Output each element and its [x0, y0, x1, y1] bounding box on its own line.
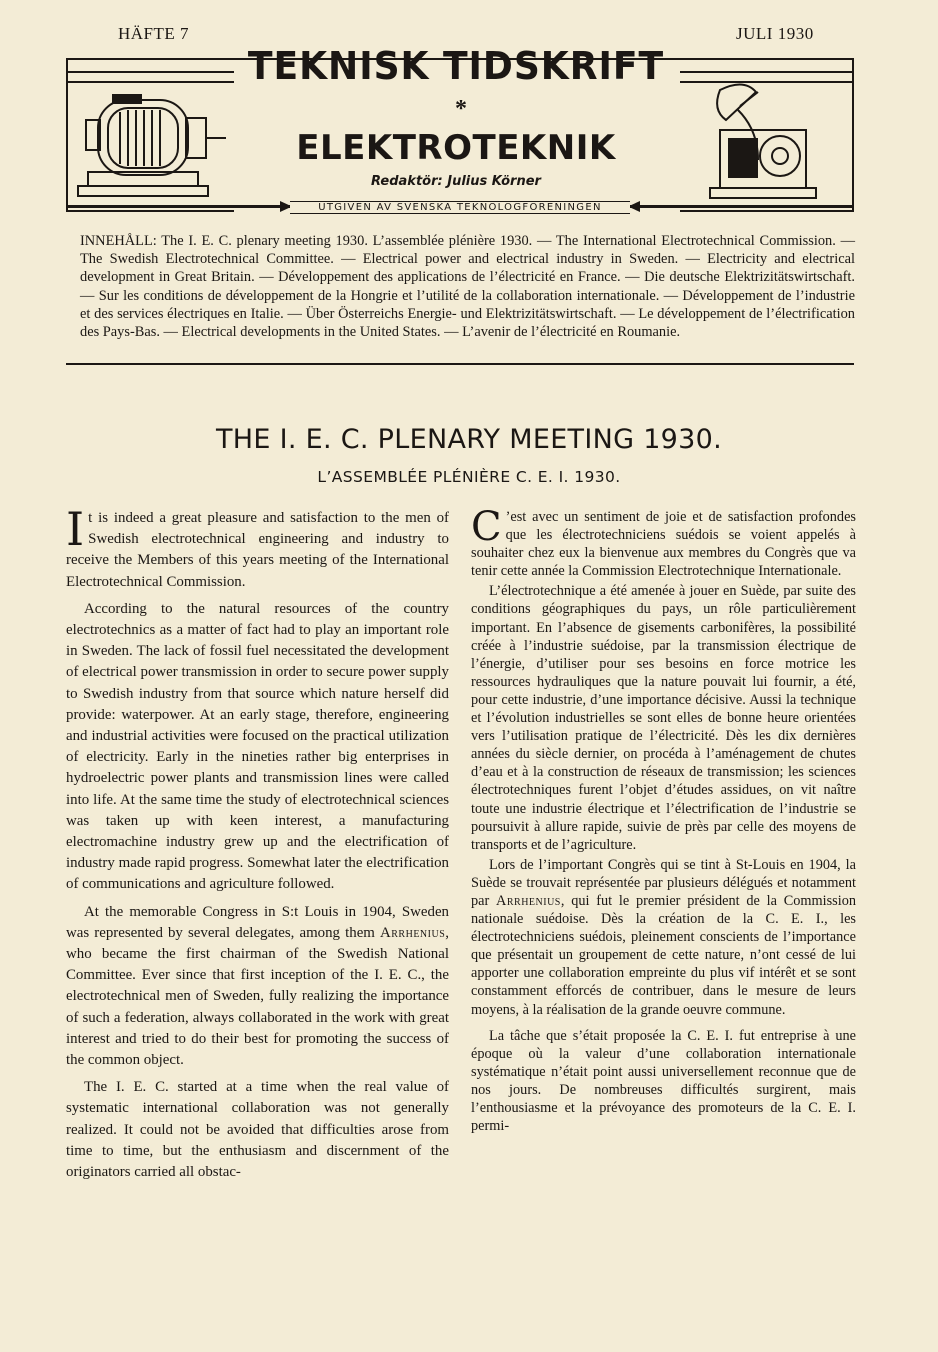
issue-number: HÄFTE 7: [118, 24, 190, 43]
magazine-subtitle: ELEKTROTEKNIK: [296, 128, 616, 168]
publisher-line: UTGIVEN AV SVENSKA TEKNOLOGFÖRENINGEN: [290, 201, 630, 214]
article-subtitle: L’ASSEMBLÉE PLÉNIÈRE C. E. I. 1930.: [317, 468, 621, 486]
magazine-title: TEKNISK TIDSKRIFT: [247, 44, 665, 88]
masthead-right-panel: [680, 58, 854, 212]
person-name: Arrhenius: [496, 892, 561, 909]
french-paragraph-4: La tâche que s’était proposée la C. E. I. fut entreprise à une époque où la valeur d’une collaboration internationale systématique n’était point aussi universellement reconnue que de nos jours. De nombreuses difficultés surgirent, mais l’enthousiasme et la prévoyance des promoteurs de la C. E. I. permi-: [471, 1027, 856, 1135]
title-separator-star: *: [455, 96, 467, 122]
issue-date: JULI 1930: [736, 24, 814, 43]
contents-divider: [66, 363, 854, 365]
person-name: Arrhenius: [380, 924, 446, 941]
english-column: [66, 502, 449, 1189]
editor-line: Redaktör: Julius Körner: [371, 174, 541, 189]
english-paragraph-3: At the memorable Congress in S:t Louis in 1904, Sweden was represented by several delegates, among them Arrhenius, who became the first chairman of the Swedish National Committee. Ever since that first inception of the I. E. C., the electrotechnical men of Sweden, fully realizing the importance of such a federation, always collaborated in the work with great interest and tried to do their best for promoting the success of the common object.: [66, 903, 449, 1069]
french-column: [471, 504, 856, 1137]
article-title: THE I. E. C. PLENARY MEETING 1930.: [215, 424, 723, 455]
telephone-icon: [680, 60, 852, 210]
french-paragraph-3: Lors de l’important Congrès qui se tint à St-Louis en 1904, la Suède se trouvait représentée par plusieurs délégués et notamment par Arrhenius, qui fut le premier président de la Commission nationale suédoise. Dès la création de la C. E. I., les électrotechniciens suédois, pleinement conscients de l’importance que présentait un groupement de cette nature, n’ont cessé de lui apporter une collaboration empreinte du plus vif intérêt et se sont constamment efforcés de contribuer, dans le mesure de leurs moyens, à la réalisation de la grande oeuvre commune.: [471, 856, 856, 1018]
drop-cap: C: [471, 504, 502, 550]
english-paragraph-1: It is indeed a great pleasure and satisfaction to the men of Swedish electrotechnical engineering and industry to receive the Members of this years meeting of the International Electrotechnical Commission.: [66, 502, 449, 590]
table-of-contents: INNEHÅLL: The I. E. C. plenary meeting 1930. L’assemblée plénière 1930. — The International Electrotechnical Commission. — The Swedish Electrotechnical Committee. — Electrical power and electrical industry in Sweden. — Electricity and electrical development in Great Britain. — Développement des applications de l’électricité en France. — Die deutsche Elektrizitätswirtschaft. — Sur les conditions de développement de la Hongrie et l’utilité de la collaboration internationale. — Développement de l’industrie et des services électriques en Italie. — Über Österreichs Energie- und Elektrizitätswirtschaft. — Le développement de l’électrification des Pays-Bas. — Electrical developments in the United States. — L’avenir de l’électricité en Roumanie.: [80, 233, 855, 341]
french-paragraph-1: C ’est avec un sentiment de joie et de satisfaction profondes que les électrotechniciens suédois se voient appelés à souhaiter chez eux la bienvenue aux membres du Congrès que va tenir cette année la Commission Electrotechnique Internationale.: [471, 504, 856, 580]
english-paragraph-2: According to the natural resources of the country electrotechnics as a matter of fact had to play an important role in Sweden. The lack of fossil fuel necessitated the development of electrical power transmission in order to secure power supply to Swedish industry from that source which nature herself did provide: waterpower. At an early stage, therefore, engineering and industrial activities were focused on the practical utilization of electricity. Early in the nineties rather big enterprises in hydroelectric power plants and transmission lines were called into life. At the same time the study of electrotechnical sciences was taken up with keen interest, a manufacturing electromachine industry grew up and the electrification of industry made rapid progress. Somewhat later the electrification of communications and agriculture followed.: [66, 600, 449, 893]
english-paragraph-4: The I. E. C. started at a time when the real value of systematic international collaboration was not generally realized. It could not be avoided that difficulties arose from time to time, but the enthusiasm and discernment of the originators carried all obstac-: [66, 1079, 449, 1181]
drop-cap: I: [66, 502, 85, 556]
masthead-left-panel: [66, 58, 234, 212]
electric-motor-icon: [68, 60, 234, 210]
french-paragraph-2: L’électrotechnique a été amenée à jouer en Suède, par suite des conditions géographiques du pays, un rôle particulièrement important. En l’absence de gisements carbonifères, la possibilité créée à l’industrie suédoise, par la transmission électrique de l’énergie, d’utiliser pour ses besoins en force motrice les ressources hydrauliques que la nature pouvait lui fournir, a été, pour cette industrie, d’une importance décisive. Aussi la technique et l’évolution industrielles se sont elles de bonne heure orientées vers l’utilisation pratique de l’électricité. Dès les dix dernières années du siècle dernier, on procéda à l’aménagement de chutes d’eau et à la construction de réseaux de transmission; les sciences électrotechniques furent l’objet d’études assidues, on vit naître toute une industrie électrique et l’électrification de l’industrie se poursuivit à allure rapide, suivie de près par celle des moyens de transports et de l’agriculture.: [471, 583, 856, 853]
